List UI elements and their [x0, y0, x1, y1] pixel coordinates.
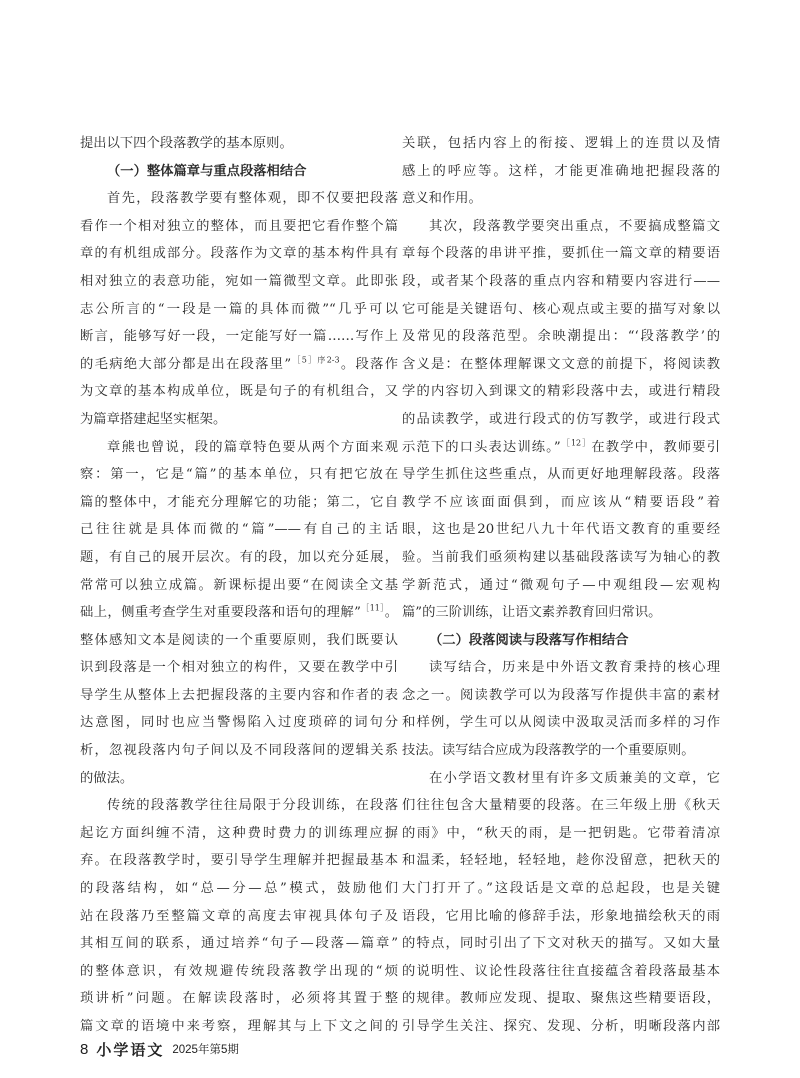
text-line: 学的内容切入到课文的精彩段落中去，或进行精段: [402, 384, 720, 400]
text-line: 首先，段落教学要有整体观，即不仅要把段落: [107, 191, 398, 207]
paragraph: [402, 765, 720, 1041]
text-line: 常常可以独立成篇。新课标提出要“在阅读全文基: [80, 577, 398, 593]
text-line: 在小学语文教材里有许多文质兼美的文章，它: [429, 770, 720, 786]
text-line: 相对独立的表意功能，宛如一篇微型文章。此即张: [80, 273, 398, 289]
text-line: 含义是：在整体理解课文文意的前提下，将阅读教: [402, 356, 720, 372]
paragraph: [402, 213, 720, 627]
text-line: 段，或者某个段落的重点内容和精要内容进行——: [402, 273, 720, 289]
left-column: [80, 130, 398, 1041]
text-line: 语段，它用比喻的修辞手法，形象地描绘秋天的雨: [402, 908, 720, 924]
text-line: 篇”的三阶训练，让语文素养教育回归常识。: [402, 605, 662, 621]
section-heading: [80, 158, 398, 186]
citation-ref: ［12］: [560, 438, 592, 448]
text-line: [80, 351, 398, 379]
text-line: 为文章的基本构成单位，既是句子的有机组合，又: [80, 384, 398, 400]
right-column: [402, 130, 720, 1041]
text-line: 章熊也曾说，段的篇章特色要从两个方面来观: [107, 439, 398, 455]
paragraph: [80, 185, 398, 433]
text-line: 眼，这也是20世纪八九十年代语文教育的重要经: [402, 522, 720, 538]
text-line: 的品读教学，或进行段式的仿写教学，或进行段式: [402, 411, 720, 427]
text-line: 己往往就是具体而微的“篇”——有自己的主话: [80, 522, 398, 538]
text-line: 其相互间的联系，通过培养“句子—段落—篇章”: [80, 936, 398, 952]
text-line: 的特点，同时引出了下文对秋天的描写。又如大量: [402, 936, 720, 952]
text-line: 识到段落是一个相对独立的构件，又要在教学中引: [80, 660, 398, 676]
text-line: 析，忽视段落内句子间以及不同段落间的逻辑关系: [80, 743, 398, 759]
text-line: 章每个段落的串讲平推，要抓住一篇文章的精要语: [402, 246, 720, 262]
text-line: 的做法。: [80, 770, 134, 786]
text-line: 整体感知文本是阅读的一个重要原则，我们既要认: [80, 632, 398, 648]
text-line: 验。当前我们亟须构建以基础段落读写为轴心的教: [402, 549, 720, 565]
text-line: 的雨》中，“秋天的雨，是一把钥匙。它带着清凉: [402, 825, 720, 841]
text-line: 教学不应该面面俱到，而应该从“精要语段”着: [402, 494, 720, 510]
text-line: 学新范式，通过“微观句子—中观组段—宏观构: [402, 577, 720, 593]
text-line: 它可能是关键语句、核心观点或主要的描写对象以: [402, 301, 720, 317]
text-line: 提出以下四个段落教学的基本原则。: [80, 136, 293, 151]
journal-title: 小学语文: [96, 1040, 165, 1059]
text-line: 的段落结构，如“总—分—总”模式，鼓励他们: [80, 881, 398, 897]
text-run: 示范下的口头表达训练。”: [402, 439, 561, 455]
text-line: 传统的段落教学往往局限于分段训练，在段落: [107, 798, 398, 814]
text-line: 读写结合，历来是中外语文教育秉持的核心理: [429, 660, 720, 676]
text-line: 念之一。阅读教学可以为段落写作提供丰富的素材: [402, 687, 720, 703]
text-line: 的整体意识，有效规避传统段落教学出现的“烦: [80, 963, 398, 979]
text-line: 为篇章搭建起坚实框架。: [80, 411, 227, 427]
text-line: 大门打开了。”这段话是文章的总起段，也是关键: [402, 881, 720, 897]
citation-ref: ［11］: [360, 603, 385, 613]
text-line: 看作一个相对独立的整体，而且要把它看作整个篇: [80, 218, 398, 234]
citation-ref: ［5］序2-3: [291, 355, 340, 365]
section-heading: [402, 627, 720, 655]
paragraph: [80, 434, 398, 793]
text-line: 意义和作用。: [402, 191, 482, 207]
text-line: （一）整体篇章与重点段落相结合: [107, 163, 307, 179]
paragraph: [402, 130, 720, 213]
text-line: 篇文章的语境中来考察，理解其与上下文之间的: [80, 1019, 398, 1034]
text-line: 导学生从整体上去把握段落的主要内容和作者的表: [80, 687, 398, 703]
text-run: 在教学中，教师要引: [591, 439, 720, 455]
text-line: 站在段落乃至整篇文章的高度去审视具体句子及: [80, 908, 398, 924]
text-line: 弃。在段落教学时，要引导学生理解并把握最基本: [80, 853, 398, 869]
text-run: 。段落作: [339, 356, 398, 372]
text-line: 感上的呼应等。这样，才能更准确地把握段落的: [402, 163, 720, 179]
text-line: 题，有自己的展开层次。有的段，加以充分延展，: [80, 549, 398, 565]
issue-label: 2025年第5期: [172, 1044, 239, 1056]
text-line: 们往往包含大量精要的段落。在三年级上册《秋天: [402, 798, 720, 814]
text-line: 技法。读写结合应成为段落教学的一个重要原则。: [402, 743, 695, 759]
text-run: 的毛病绝大部分都是出在段落里”: [80, 356, 292, 372]
text-line: 关联，包括内容上的衔接、逻辑上的连贯以及情: [402, 136, 720, 151]
text-line: 志公所言的“一段是一篇的具体而微”“几乎可以: [80, 301, 398, 317]
text-line: 起讫方面纠缠不清，这种费时费力的训练理应摒: [80, 825, 398, 841]
page-number: 8: [80, 1040, 89, 1058]
text-line: （二）段落阅读与段落写作相结合: [429, 632, 629, 648]
text-line: 篇的整体中，才能充分理解它的功能；第二，它自: [80, 494, 398, 510]
text-line: 察：第一，它是“篇”的基本单位，只有把它放在: [80, 467, 398, 483]
text-line: 琐讲析”问题。在解读段落时，必须将其置于整: [80, 991, 398, 1007]
text-line: [80, 599, 398, 627]
text-line: 导学生抓住这些重点，从而更好地理解段落。段落: [402, 467, 720, 483]
text-line: 达意图，同时也应当警惕陷入过度琐碎的词句分: [80, 715, 398, 731]
text-line: 章的有机组成部分。段落作为文章的基本构件具有: [80, 246, 398, 262]
text-line: 和样例，学生可以从阅读中汲取灵活而多样的习作: [402, 715, 720, 731]
text-line: 和温柔，轻轻地，轻轻地，趁你没留意，把秋天的: [402, 853, 720, 869]
text-line: 引导学生关注、探究、发现、分析，明晰段落内部: [402, 1019, 720, 1034]
text-line: 及常见的段落范型。余映潮提出：“‘段落教学’的: [402, 329, 720, 345]
paragraph: [402, 654, 720, 764]
text-line: [402, 434, 720, 462]
page-footer: [80, 1037, 239, 1061]
paragraph: [80, 792, 398, 1040]
text-line: 的说明性、议论性段落往往直接蕴含着段落最基本: [402, 963, 720, 979]
text-run: 。: [384, 605, 398, 621]
text-run: 础上，侧重考查学生对重要段落和语句的理解”: [80, 605, 361, 621]
paragraph: [80, 130, 398, 158]
text-line: 断言，能够写好一段，一定能写好一篇……写作上: [80, 329, 398, 345]
text-line: 的规律。教师应发现、提取、聚焦这些精要语段，: [402, 991, 720, 1007]
text-line: 其次，段落教学要突出重点，不要搞成整篇文: [429, 218, 720, 234]
